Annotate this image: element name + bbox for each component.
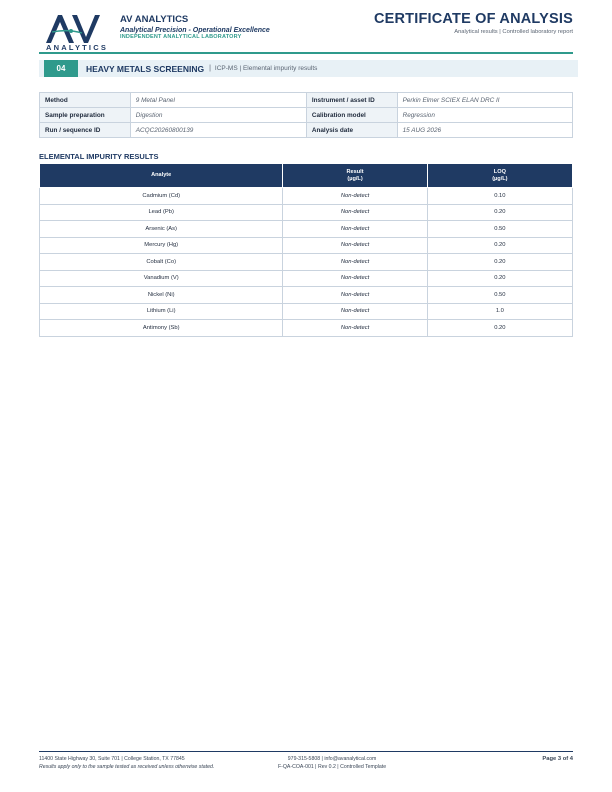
table-row xyxy=(40,287,573,304)
result-cell: Non-detect xyxy=(283,204,427,221)
result-cell: Non-detect xyxy=(283,237,427,254)
table-row xyxy=(40,320,573,337)
meta-value: 9 Metal Panel xyxy=(130,93,306,108)
analyte-cell: Lead (Pb) xyxy=(40,204,283,221)
analyte-cell: Antimony (Sb) xyxy=(40,320,283,337)
brand-subtitle: INDEPENDENT ANALYTICAL LABORATORY xyxy=(120,34,242,40)
meta-label: Calibration model xyxy=(306,108,397,123)
analyte-cell: Arsenic (As) xyxy=(40,221,283,238)
table-row xyxy=(40,221,573,238)
footer-disclaimer: Results apply only to the sample tested as received unless otherwise stated. xyxy=(39,764,215,770)
footer-form-id: F-QA-COA-001 | Rev 0.2 | Controlled Template xyxy=(278,764,387,770)
table-header-row xyxy=(40,164,573,188)
meta-label: Run / sequence ID xyxy=(40,123,131,138)
result-header-unit: (µg/L) xyxy=(347,175,363,182)
column-header-result xyxy=(283,164,427,188)
footer-divider xyxy=(39,751,573,752)
loq-cell: 0.20 xyxy=(427,270,572,287)
result-cell: Non-detect xyxy=(283,254,427,271)
result-cell: Non-detect xyxy=(283,320,427,337)
analyte-cell: Cobalt (Co) xyxy=(40,254,283,271)
table-row xyxy=(40,254,573,271)
table-row xyxy=(40,237,573,254)
table-row xyxy=(40,108,573,123)
table-row xyxy=(40,188,573,205)
loq-cell: 0.20 xyxy=(427,237,572,254)
section-header xyxy=(39,60,578,77)
footer-address: 11400 State Highway 30, Suite 701 | College Station, TX 77845 xyxy=(39,756,185,762)
table-row xyxy=(40,303,573,320)
table-row xyxy=(40,270,573,287)
footer-contact: 979-315-5808 | info@avanalytical.com xyxy=(287,756,377,762)
result-cell: Non-detect xyxy=(283,188,427,205)
result-cell: Non-detect xyxy=(283,221,427,238)
logo-wordmark: ANALYTICS xyxy=(46,43,109,52)
document-title: CERTIFICATE OF ANALYSIS xyxy=(373,11,573,27)
header-divider xyxy=(39,52,573,54)
table-row xyxy=(40,204,573,221)
document-title-block xyxy=(374,11,573,35)
meta-value: Regression xyxy=(397,108,572,123)
loq-cell: 1.0 xyxy=(427,303,572,320)
elemental-results-table xyxy=(39,163,573,337)
analyte-cell: Nickel (Ni) xyxy=(40,287,283,304)
analyte-cell: Lithium (Li) xyxy=(40,303,283,320)
loq-cell: 0.20 xyxy=(427,254,572,271)
loq-cell: 0.10 xyxy=(427,188,572,205)
loq-cell: 0.50 xyxy=(427,221,572,238)
section-separator: | xyxy=(209,65,211,72)
meta-value: Digestion xyxy=(130,108,306,123)
table-row xyxy=(40,123,573,138)
meta-label: Sample preparation xyxy=(40,108,131,123)
loq-header-label: LOQ xyxy=(493,168,506,175)
page-number: Page 3 of 4 xyxy=(542,756,573,762)
footer-center xyxy=(278,755,386,771)
result-cell: Non-detect xyxy=(283,287,427,304)
section-number: 04 xyxy=(44,60,78,77)
brand-tagline: Analytical Precision - Operational Excellence xyxy=(120,27,270,34)
result-header-label: Result xyxy=(346,168,364,175)
footer-left xyxy=(39,755,214,771)
brand-block xyxy=(120,14,270,40)
analyte-cell: Vanadium (V) xyxy=(40,270,283,287)
loq-cell: 0.50 xyxy=(427,287,572,304)
table-row xyxy=(40,93,573,108)
loq-cell: 0.20 xyxy=(427,204,572,221)
meta-label: Instrument / asset ID xyxy=(306,93,397,108)
document-subtitle: Analytical results | Controlled laboratory report xyxy=(454,29,573,35)
meta-value: 15 AUG 2026 xyxy=(397,123,572,138)
av-logo-icon xyxy=(42,12,108,46)
results-heading: ELEMENTAL IMPURITY RESULTS xyxy=(39,152,159,161)
section-title: HEAVY METALS SCREENING xyxy=(86,63,205,74)
column-header-analyte xyxy=(40,164,283,188)
meta-label: Analysis date xyxy=(306,123,397,138)
loq-header-unit: (µg/L) xyxy=(492,175,508,182)
brand-name: AV ANALYTICS xyxy=(120,14,189,25)
column-header-loq xyxy=(427,164,572,188)
meta-value: ACQC20260800139 xyxy=(130,123,306,138)
meta-label: Method xyxy=(40,93,131,108)
section-description: ICP-MS | Elemental impurity results xyxy=(214,65,318,72)
result-cell: Non-detect xyxy=(283,270,427,287)
method-info-table xyxy=(39,92,573,138)
analyte-header-label: Analyte xyxy=(151,172,172,178)
meta-value: Perkin Elmer SCIEX ELAN DRC II xyxy=(397,93,572,108)
analyte-cell: Cadmium (Cd) xyxy=(40,188,283,205)
analyte-cell: Mercury (Hg) xyxy=(40,237,283,254)
result-cell: Non-detect xyxy=(283,303,427,320)
loq-cell: 0.20 xyxy=(427,320,572,337)
